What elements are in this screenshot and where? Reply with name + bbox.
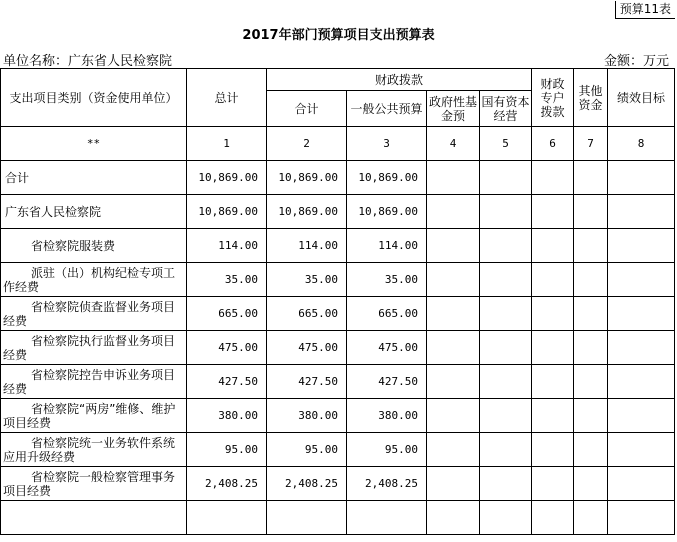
cell-total: 2,408.25 [187, 467, 267, 501]
row-name: 派驻（出）机构纪检专项工作经费 [1, 263, 187, 297]
page-title: 2017年部门预算项目支出预算表 [242, 28, 435, 43]
cell-subtotal: 2,408.25 [267, 467, 347, 501]
cell-general: 475.00 [347, 331, 427, 365]
header-total: 总计 [187, 69, 267, 127]
cell-total: 380.00 [187, 399, 267, 433]
cell-general: 665.00 [347, 297, 427, 331]
header-soe: 国有资本经营 [480, 91, 532, 127]
cell-total: 427.50 [187, 365, 267, 399]
table-row [1, 263, 675, 297]
index-row [1, 127, 675, 161]
index-cell: 7 [574, 127, 608, 161]
index-cell: 2 [267, 127, 347, 161]
header-other: 其他资金 [574, 69, 608, 127]
index-cell: 8 [608, 127, 675, 161]
header-govfund: 政府性基金预 [427, 91, 480, 127]
cell-total: 10,869.00 [187, 161, 267, 195]
cell-total: 475.00 [187, 331, 267, 365]
header-category: 支出项目类别（资金使用单位） [1, 69, 187, 127]
cell-general: 380.00 [347, 399, 427, 433]
row-name: 省检察院侦查监督业务项目经费 [1, 297, 187, 331]
cell-subtotal: 95.00 [267, 433, 347, 467]
cell-total: 10,869.00 [187, 195, 267, 229]
table-row [1, 365, 675, 399]
cell-total: 114.00 [187, 229, 267, 263]
row-name: 省检察院执行监督业务项目经费 [1, 331, 187, 365]
cell-total: 665.00 [187, 297, 267, 331]
row-name: 省检察院控告申诉业务项目经费 [1, 365, 187, 399]
cell-subtotal: 35.00 [267, 263, 347, 297]
cell-general: 10,869.00 [347, 161, 427, 195]
cell-subtotal: 114.00 [267, 229, 347, 263]
budget-table [0, 68, 675, 535]
cell-subtotal: 380.00 [267, 399, 347, 433]
index-cell: 5 [480, 127, 532, 161]
header-fiscal: 财政拨款 [267, 69, 532, 91]
header-subtotal: 合计 [267, 91, 347, 127]
empty-row [1, 501, 675, 535]
table-row [1, 331, 675, 365]
cell-subtotal: 10,869.00 [267, 195, 347, 229]
amount-unit-label: 金额：万元 [603, 54, 669, 69]
cell-subtotal: 427.50 [267, 365, 347, 399]
cell-subtotal: 10,869.00 [267, 161, 347, 195]
table-row [1, 297, 675, 331]
cell-total: 35.00 [187, 263, 267, 297]
table-row [1, 433, 675, 467]
cell-subtotal: 475.00 [267, 331, 347, 365]
form-number-tag: 预算11表 [615, 1, 675, 19]
cell-general: 427.50 [347, 365, 427, 399]
table-row [1, 161, 675, 195]
cell-general: 95.00 [347, 433, 427, 467]
index-cell: 4 [427, 127, 480, 161]
row-name: 广东省人民检察院 [1, 195, 187, 229]
row-name: 省检察院“两房”维修、维护项目经费 [1, 399, 187, 433]
header-special: 财政专户拨款 [532, 69, 574, 127]
table-row [1, 229, 675, 263]
row-name: 省检察院服装费 [1, 229, 187, 263]
table-row [1, 399, 675, 433]
index-cell: 3 [347, 127, 427, 161]
cell-general: 114.00 [347, 229, 427, 263]
cell-general: 35.00 [347, 263, 427, 297]
table-row [1, 195, 675, 229]
header-general: 一般公共预算 [347, 91, 427, 127]
cell-total: 95.00 [187, 433, 267, 467]
header-perf: 绩效目标 [608, 69, 675, 127]
unit-name-label: 单位名称：广东省人民检察院 [3, 54, 173, 69]
table-row [1, 467, 675, 501]
cell-subtotal: 665.00 [267, 297, 347, 331]
index-cell: 1 [187, 127, 267, 161]
index-cell: ** [1, 127, 187, 161]
index-cell: 6 [532, 127, 574, 161]
row-name: 省检察院统一业务软件系统应用升级经费 [1, 433, 187, 467]
cell-general: 10,869.00 [347, 195, 427, 229]
row-name: 省检察院一般检察管理事务项目经费 [1, 467, 187, 501]
row-name: 合计 [1, 161, 187, 195]
cell-general: 2,408.25 [347, 467, 427, 501]
